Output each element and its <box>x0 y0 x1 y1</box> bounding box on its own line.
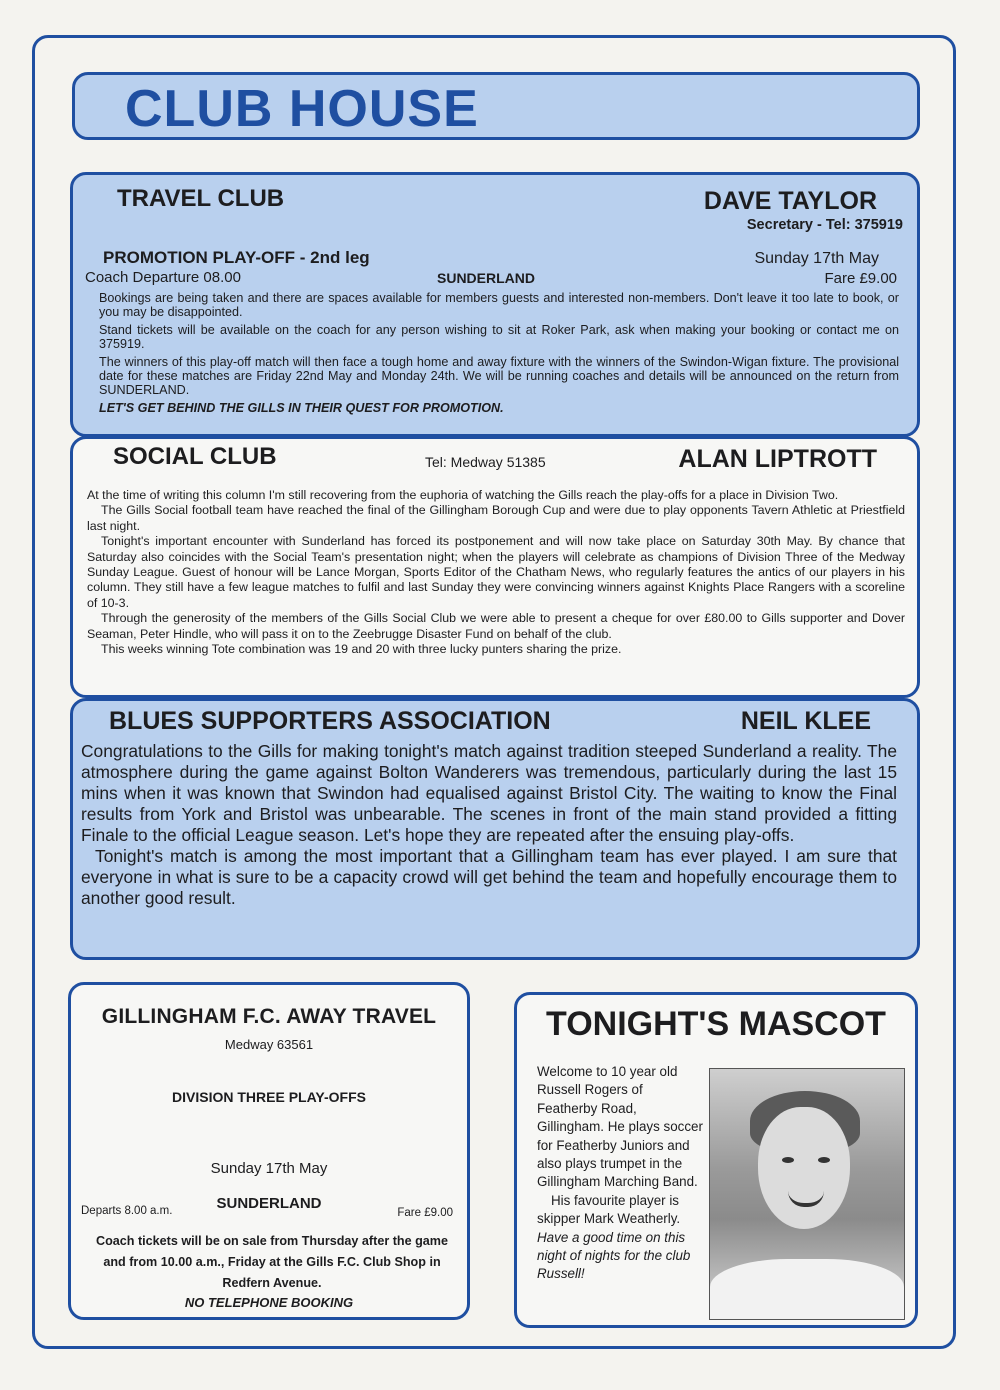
mascot-section <box>514 992 918 1328</box>
mascot-closing: Have a good time on this night of nights for the club Russell! <box>537 1229 691 1282</box>
blues-supporters-section <box>70 698 920 960</box>
social-club-body <box>87 488 905 657</box>
away-travel-event: DIVISION THREE PLAY-OFFS <box>172 1089 366 1105</box>
social-club-paragraph: Tonight's important encounter with Sunderland has forced its postponement and will now take place on Saturday 30th May. By chance that Saturday also coincides with the Social Team's presentation night; when the players will celebrate as champions of Division Three of the Medway Sunday League. Guest of honour will be Lance Morgan, Sports Editor of the Chatham News, who regularly features the antics of our players in his column. They still have a few league matches to fulfil and last Sunday they were convincing winners against Knights Place Rangers with a scoreline of 10-3. <box>87 534 905 610</box>
travel-club-date: Sunday 17th May <box>754 250 879 267</box>
travel-club-paragraph: The winners of this play-off match will then face a tough home and away fixture with the winners of the Swindon-Wigan fixture. The provisional date for these matches are Friday 22nd May and Monday 24th. We will be running coaches and details will be announced on the return from SUNDERLAND. <box>99 355 899 397</box>
social-club-paragraph: At the time of writing this column I'm still recovering from the euphoria of watching the Gills reach the play-offs for a place in Division Two. <box>87 488 839 502</box>
photo-shirt <box>710 1259 904 1320</box>
blues-heading: BLUES SUPPORTERS ASSOCIATION <box>109 707 551 735</box>
social-club-heading: SOCIAL CLUB <box>113 443 277 470</box>
away-travel-notice: Coach tickets will be on sale from Thursday after the game and from 10.00 a.m., Friday at the Gills F.C. Club Shop in Redfern Avenue. <box>95 1234 449 1290</box>
blues-paragraph: Congratulations to the Gills for making tonight's match against tradition steeped Sunderland a reality. The atmosphere during the game against Bolton Wanderers was tremendous, particularly during the last 15 mins when it was known that Swindon had equalised against Bristol City. The waiting to know the Final results from York and Bristol was unbearable. The scenes in front of the main stand provided a fitting Finale to the official League season. Let's hope they are repeated after the ensuing play-offs. <box>81 741 897 845</box>
travel-club-departure: Coach Departure 08.00 <box>85 269 241 286</box>
away-travel-warning: NO TELEPHONE BOOKING <box>184 1295 354 1310</box>
away-travel-phone: Medway 63561 <box>224 1037 314 1052</box>
travel-club-slogan: LET'S GET BEHIND THE GILLS IN THEIR QUEST FOR PROMOTION. <box>99 401 504 415</box>
travel-club-subhead: PROMOTION PLAY-OFF - 2nd leg <box>103 248 370 267</box>
page-title: CLUB HOUSE <box>125 80 479 138</box>
blues-paragraph: Tonight's match is among the most important that a Gillingham team has ever played. I am sure that everyone in what is sure to be a capacity crowd will get behind the team and hopefully encourage them to another good result. <box>81 846 897 908</box>
travel-club-heading: TRAVEL CLUB <box>117 185 285 212</box>
travel-club-section <box>70 172 920 437</box>
photo-eye <box>818 1157 830 1163</box>
social-club-paragraph: This weeks winning Tote combination was 19 and 20 with three lucky punters sharing the prize. <box>101 642 622 657</box>
mascot-photo <box>709 1068 905 1320</box>
away-travel-fare: Fare £9.00 <box>397 1207 453 1219</box>
social-club-section <box>70 436 920 698</box>
travel-club-fare: Fare £9.00 <box>824 270 897 287</box>
away-travel-departs: Departs 8.00 a.m. <box>81 1205 173 1217</box>
mascot-favourite: His favourite player is skipper Mark Weatherly. <box>537 1192 681 1227</box>
away-travel-heading: GILLINGHAM F.C. AWAY TRAVEL <box>101 1005 437 1028</box>
masthead <box>72 72 920 140</box>
photo-eye <box>782 1157 794 1163</box>
travel-club-contact: Secretary - Tel: 375919 <box>746 217 903 233</box>
away-travel-destination: SUNDERLAND <box>216 1195 322 1212</box>
mascot-intro: Welcome to 10 year old Russell Rogers of Featherby Road, Gillingham. He plays soccer for Featherby Juniors and also plays trumpet in the Gillingham Marching Band. <box>537 1064 703 1190</box>
photo-face <box>758 1107 850 1229</box>
mascot-heading: TONIGHT'S MASCOT <box>546 1005 886 1043</box>
travel-club-destination: SUNDERLAND <box>437 270 535 286</box>
social-club-tel: Tel: Medway 51385 <box>425 454 546 470</box>
social-club-person: ALAN LIPTROTT <box>678 445 877 473</box>
away-travel-date: Sunday 17th May <box>210 1160 328 1177</box>
mascot-text <box>537 1063 705 1284</box>
travel-club-paragraph: Bookings are being taken and there are spaces available for members guests and interested non-members. Don't leave it too late to book, or you may be disappointed. <box>99 291 899 319</box>
blues-body <box>81 741 897 909</box>
blues-person: NEIL KLEE <box>740 707 871 735</box>
travel-club-paragraph: Stand tickets will be available on the coach for any person wishing to sit at Roker Park, ask when making your booking or contact me on 375919. <box>99 323 899 351</box>
social-club-paragraph: The Gills Social football team have reached the final of the Gillingham Borough Cup and were due to play opponents Tavern Athletic at Priestfield last night. <box>87 503 905 533</box>
away-travel-section <box>68 982 470 1320</box>
travel-club-person: DAVE TAYLOR <box>703 187 877 215</box>
travel-club-body <box>99 291 899 419</box>
social-club-paragraph: Through the generosity of the members of the Gills Social Club we were able to present a cheque for over £80.00 to Gills supporter and Dover Seaman, Peter Hindle, who will pass it on to the Zeebrugge Disaster Fund on behalf of the club. <box>87 611 905 641</box>
